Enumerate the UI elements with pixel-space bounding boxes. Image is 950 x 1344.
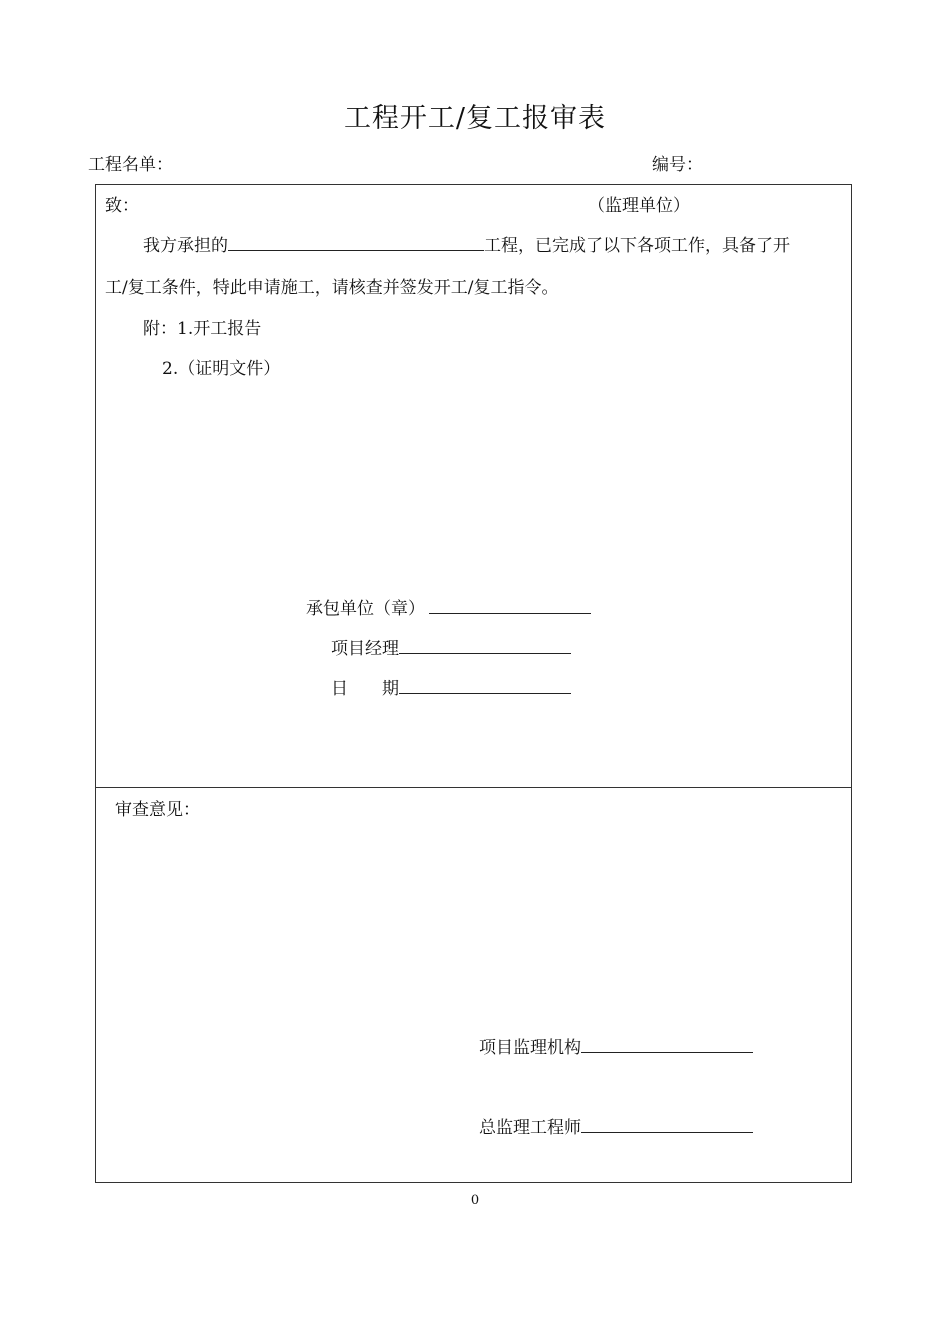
statement-prefix: 我方承担的	[143, 236, 228, 256]
date-blank[interactable]	[399, 675, 571, 694]
supervision-org-blank[interactable]	[581, 1034, 753, 1053]
review-opinion-label: 审查意见：	[115, 800, 200, 820]
manager-signature-row	[331, 634, 571, 659]
supervisor-unit-label: （监理单位）	[588, 196, 690, 216]
contractor-label: 承包单位（章）	[306, 599, 425, 619]
section-divider	[96, 787, 851, 788]
project-name-label: 工程名单：	[88, 155, 173, 175]
attachment-1: 附：1.开工报告	[143, 319, 262, 339]
chief-engineer-blank[interactable]	[581, 1114, 753, 1133]
contractor-signature-row	[306, 594, 591, 619]
supervision-org-label: 项目监理机构	[479, 1038, 581, 1058]
statement-suffix: 工程，已完成了以下各项工作，具备了开	[484, 236, 790, 256]
date-row	[331, 674, 571, 699]
contractor-seal-blank[interactable]	[429, 595, 591, 614]
to-label: 致：	[105, 196, 139, 216]
chief-engineer-label: 总监理工程师	[479, 1118, 581, 1138]
page-number: 0	[470, 1193, 480, 1208]
application-statement	[143, 231, 790, 256]
page-title: 工程开工/复工报审表	[343, 103, 607, 134]
statement-line-2: 工/复工条件，特此申请施工，请核查并签发开工/复工指令。	[105, 278, 559, 298]
supervision-org-row	[479, 1033, 753, 1058]
manager-signature-blank[interactable]	[399, 635, 571, 654]
project-name-blank[interactable]	[228, 232, 484, 251]
attachment-2: 2.（证明文件）	[162, 359, 281, 379]
chief-engineer-row	[479, 1113, 753, 1138]
approval-form	[95, 184, 852, 1183]
serial-number-label: 编号：	[652, 155, 703, 175]
date-label: 日 期	[331, 679, 399, 699]
manager-label: 项目经理	[331, 639, 399, 659]
